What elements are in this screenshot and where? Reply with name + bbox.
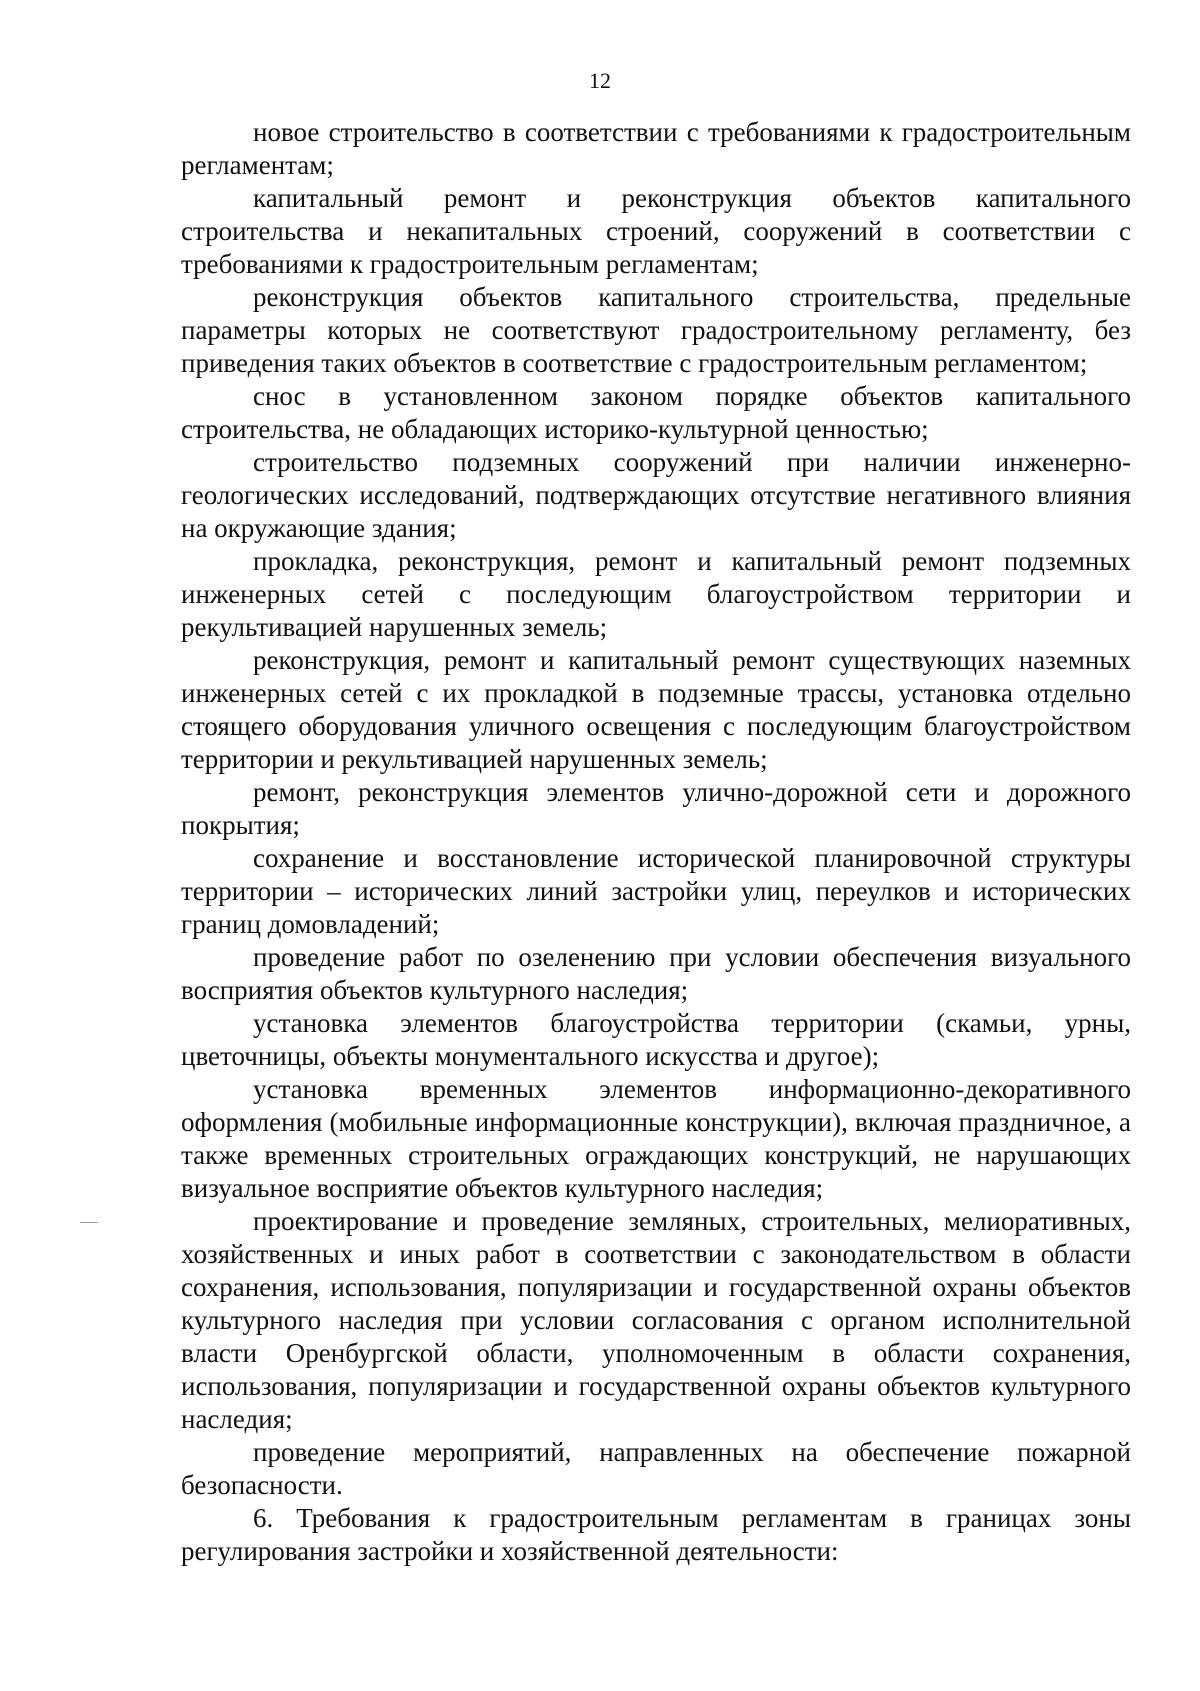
document-body — [181, 116, 1131, 1568]
paragraph: строительство подземных сооружений при наличии инженерно-геологических исследований, подтверждающих отсутствие негативного влияния на окружающие здания; — [181, 447, 1131, 543]
section-heading: 6. Требования к градостроительным регламентам в границах зоны регулирования застройки и хозяйственной деятельности: — [181, 1503, 1131, 1566]
paragraph: новое строительство в соответствии с требованиями к градостроительным регламентам; — [181, 117, 1131, 180]
paragraph: реконструкция объектов капитального строительства, предельные параметры которых не соответствуют градостроительному регламенту, без приведения таких объектов в соответствие с градостроительным регламентом; — [181, 282, 1131, 378]
paragraph: проектирование и проведение земляных, строительных, мелиоративных, хозяйственных и иных работ в соответствии с законодательством в области сохранения, использования, популяризации и государственной охраны объектов культурного наследия при условии согласования с органом исполнительной власти Оренбургской области, уполномоченным в области сохранения, использования, популяризации и государственной охраны объектов культурного наследия; — [181, 1206, 1131, 1434]
paragraph: прокладка, реконструкция, ремонт и капитальный ремонт подземных инженерных сетей с последующим благоустройством территории и рекультивацией нарушенных земель; — [181, 546, 1131, 642]
paragraph: снос в установленном законом порядке объектов капитального строительства, не обладающих историко-культурной ценностью; — [181, 381, 1131, 444]
scan-artifact-mark — [80, 1222, 98, 1223]
paragraph: установка временных элементов информационно-декоративного оформления (мобильные информационные конструкции), включая праздничное, а также временных строительных ограждающих конструкций, не нарушающих визуальное восприятие объектов культурного наследия; — [181, 1074, 1131, 1203]
paragraph: установка элементов благоустройства территории (скамьи, урны, цветочницы, объекты монументального искусства и другое); — [181, 1008, 1131, 1071]
paragraph: ремонт, реконструкция элементов улично-дорожной сети и дорожного покрытия; — [181, 777, 1131, 840]
paragraph: сохранение и восстановление исторической планировочной структуры территории – исторических линий застройки улиц, переулков и исторических границ домовладений; — [181, 843, 1131, 939]
paragraph: капитальный ремонт и реконструкция объектов капитального строительства и некапитальных строений, сооружений в соответствии с требованиями к градостроительным регламентам; — [181, 183, 1131, 279]
paragraph: проведение мероприятий, направленных на обеспечение пожарной безопасности. — [181, 1437, 1131, 1500]
paragraph: реконструкция, ремонт и капитальный ремонт существующих наземных инженерных сетей с их прокладкой в подземные трассы, установка отдельно стоящего оборудования уличного освещения с последующим благоустройством территории и рекультивацией нарушенных земель; — [181, 645, 1131, 774]
paragraph: проведение работ по озеленению при условии обеспечения визуального восприятия объектов культурного наследия; — [181, 942, 1131, 1005]
page-number: 12 — [589, 68, 611, 93]
